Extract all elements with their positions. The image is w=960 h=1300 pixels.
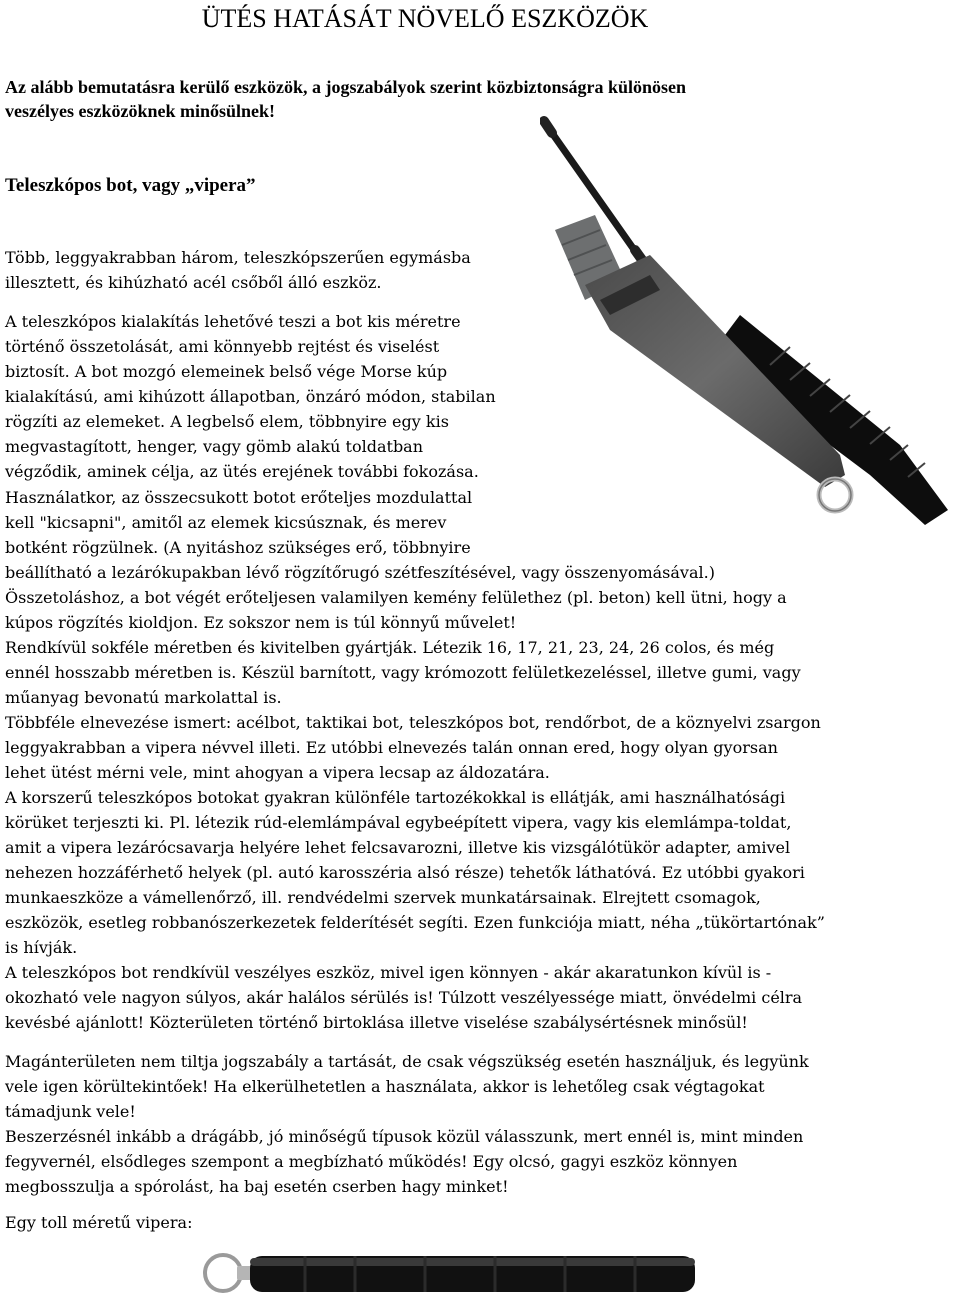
text-line: A teleszkópos kialakítás lehetővé teszi a bot kis méretre xyxy=(5,312,461,331)
text-line: illesztett, és kihúzható acél csőből álló eszköz. xyxy=(5,273,382,292)
text-line: Több, leggyakrabban három, teleszkópszerűen egymásba xyxy=(5,248,471,267)
text-line: beállítható a lezárókupakban lévő rögzítőrugó szétfeszítésével, vagy összenyomásával.) xyxy=(5,563,715,582)
text-line: Beszerzésnél inkább a drágább, jó minőségű típusok közül válasszunk, mert ennél is, mint minden xyxy=(5,1127,804,1146)
text-line: kúpos rögzítés kioldjon. Ez sokszor nem is túl könnyű művelet! xyxy=(5,613,517,632)
text-line: A korszerű teleszkópos botokat gyakran különféle tartozékokkal is ellátják, ami használhatósági xyxy=(5,788,786,807)
image-caption: Egy toll méretű vipera: xyxy=(5,1213,193,1232)
text-line: vele igen körültekintőek! Ha elkerülhetetlen a használata, akkor is lehetőleg csak végtagokat xyxy=(5,1077,765,1096)
text-line: Használatkor, az összecsukott botot erőteljes mozdulattal xyxy=(5,488,473,507)
text-line: Többféle elnevezése ismert: acélbot, taktikai bot, teleszkópos bot, rendőrbot, de a köznyelvi zsargon xyxy=(5,713,821,732)
section-heading: Teleszkópos bot, vagy „vipera” xyxy=(5,175,256,196)
text-line: Rendkívül sokféle méretben és kivitelben gyártják. Létezik 16, 17, 21, 23, 24, 26 colos, és még xyxy=(5,638,775,657)
text-line: biztosít. A bot mozgó elemeinek belső vége Morse kúp xyxy=(5,362,448,381)
text-line: munkaeszköze a vámellenőrző, ill. rendvédelmi szervek munkatársainak. Elrejtett csomagok, xyxy=(5,888,761,907)
text-line: megvastagított, henger, vagy gömb alakú toldatban xyxy=(5,437,424,456)
pen-baton-image xyxy=(195,1228,705,1298)
text-line: okozható vele nagyon súlyos, akár halálos sérülés is! Túlzott veszélyessége miatt, önvédelmi célra xyxy=(5,988,803,1007)
text-line: kialakítású, ami kihúzott állapotban, önzáró módon, stabilan xyxy=(5,387,496,406)
text-line: történő összetolását, ami könnyebb rejtést és viselést xyxy=(5,337,440,356)
text-line: kell "kicsapni", amitől az elemek kicsúsznak, és merev xyxy=(5,513,447,532)
text-line: lehet ütést mérni vele, mint ahogyan a vipera lecsap az áldozatára. xyxy=(5,763,550,782)
paragraph-usage xyxy=(5,485,540,535)
text-line: fegyvernél, elsődleges szempont a megbízható működés! Egy olcsó, gagyi eszköz könnyen xyxy=(5,1152,738,1171)
text-line: kevésbé ajánlott! Közterületen történő birtoklása illetve viselése szabálysértésnek minősül! xyxy=(5,1013,748,1032)
text-line: rögzíti az elemeket. A legbelső elem, többnyire egy kis xyxy=(5,412,449,431)
paragraph-advice xyxy=(5,1049,955,1199)
text-line: Magánterületen nem tiltja jogszabály a tartását, de csak végszükség esetén használjuk, és legyünk xyxy=(5,1052,809,1071)
intro-line: veszélyes eszközöknek minősülnek! xyxy=(5,101,275,121)
text-line: végződik, aminek célja, az ütés erejének további fokozása. xyxy=(5,462,479,481)
text-line: megbosszulja a spórolást, ha baj esetén cserben hagy minket! xyxy=(5,1177,509,1196)
page-title: ÜTÉS HATÁSÁT NÖVELŐ ESZKÖZÖK xyxy=(201,4,649,33)
paragraph-main xyxy=(5,535,955,1035)
text-line: amit a vipera lezárócsavarja helyére lehet felcsavarozni, illetve kis vizsgálótükör adapter, amivel xyxy=(5,838,791,857)
text-line: műanyag bevonatú markolattal is. xyxy=(5,688,282,707)
paragraph-design xyxy=(5,309,540,359)
text-line: botként rögzülnek. (A nyitáshoz szükséges erő, többnyire xyxy=(5,538,471,557)
text-line: támadjunk vele! xyxy=(5,1102,136,1121)
paragraph-description xyxy=(5,245,540,295)
text-line: nehezen hozzáférhető helyek (pl. autó karosszéria alsó része) tehetők láthatóvá. Ez utóbbi gyakori xyxy=(5,863,805,882)
text-line: is hívják. xyxy=(5,938,78,957)
intro-line: Az alább bemutatásra kerülő eszközök, a jogszabályok szerint közbiztonságra különösen xyxy=(5,77,687,97)
text-line: körüket terjeszti ki. Pl. létezik rúd-elemlámpával egybeépített vipera, vagy kis elemlámpa-toldat, xyxy=(5,813,792,832)
text-line: Összetoláshoz, a bot végét erőteljesen valamilyen kemény felülethez (pl. beton) kell ütni, hogy a xyxy=(5,588,787,607)
text-line: A teleszkópos bot rendkívül veszélyes eszköz, mivel igen könnyen - akár akaratunkon kívül is - xyxy=(5,963,772,982)
paragraph-mechanism xyxy=(5,359,540,484)
text-line: leggyakrabban a vipera névvel illeti. Ez utóbbi elnevezés talán onnan ered, hogy olyan gyorsan xyxy=(5,738,778,757)
telescopic-baton-image xyxy=(540,115,960,535)
text-line: ennél hosszabb méretben is. Készül barnított, vagy krómozott felületkezeléssel, illetve gumi, vagy xyxy=(5,663,801,682)
text-line: eszközök, esetleg robbanószerkezetek felderítését segíti. Ezen funkciója miatt, néha „tükörtartónak” xyxy=(5,913,825,932)
